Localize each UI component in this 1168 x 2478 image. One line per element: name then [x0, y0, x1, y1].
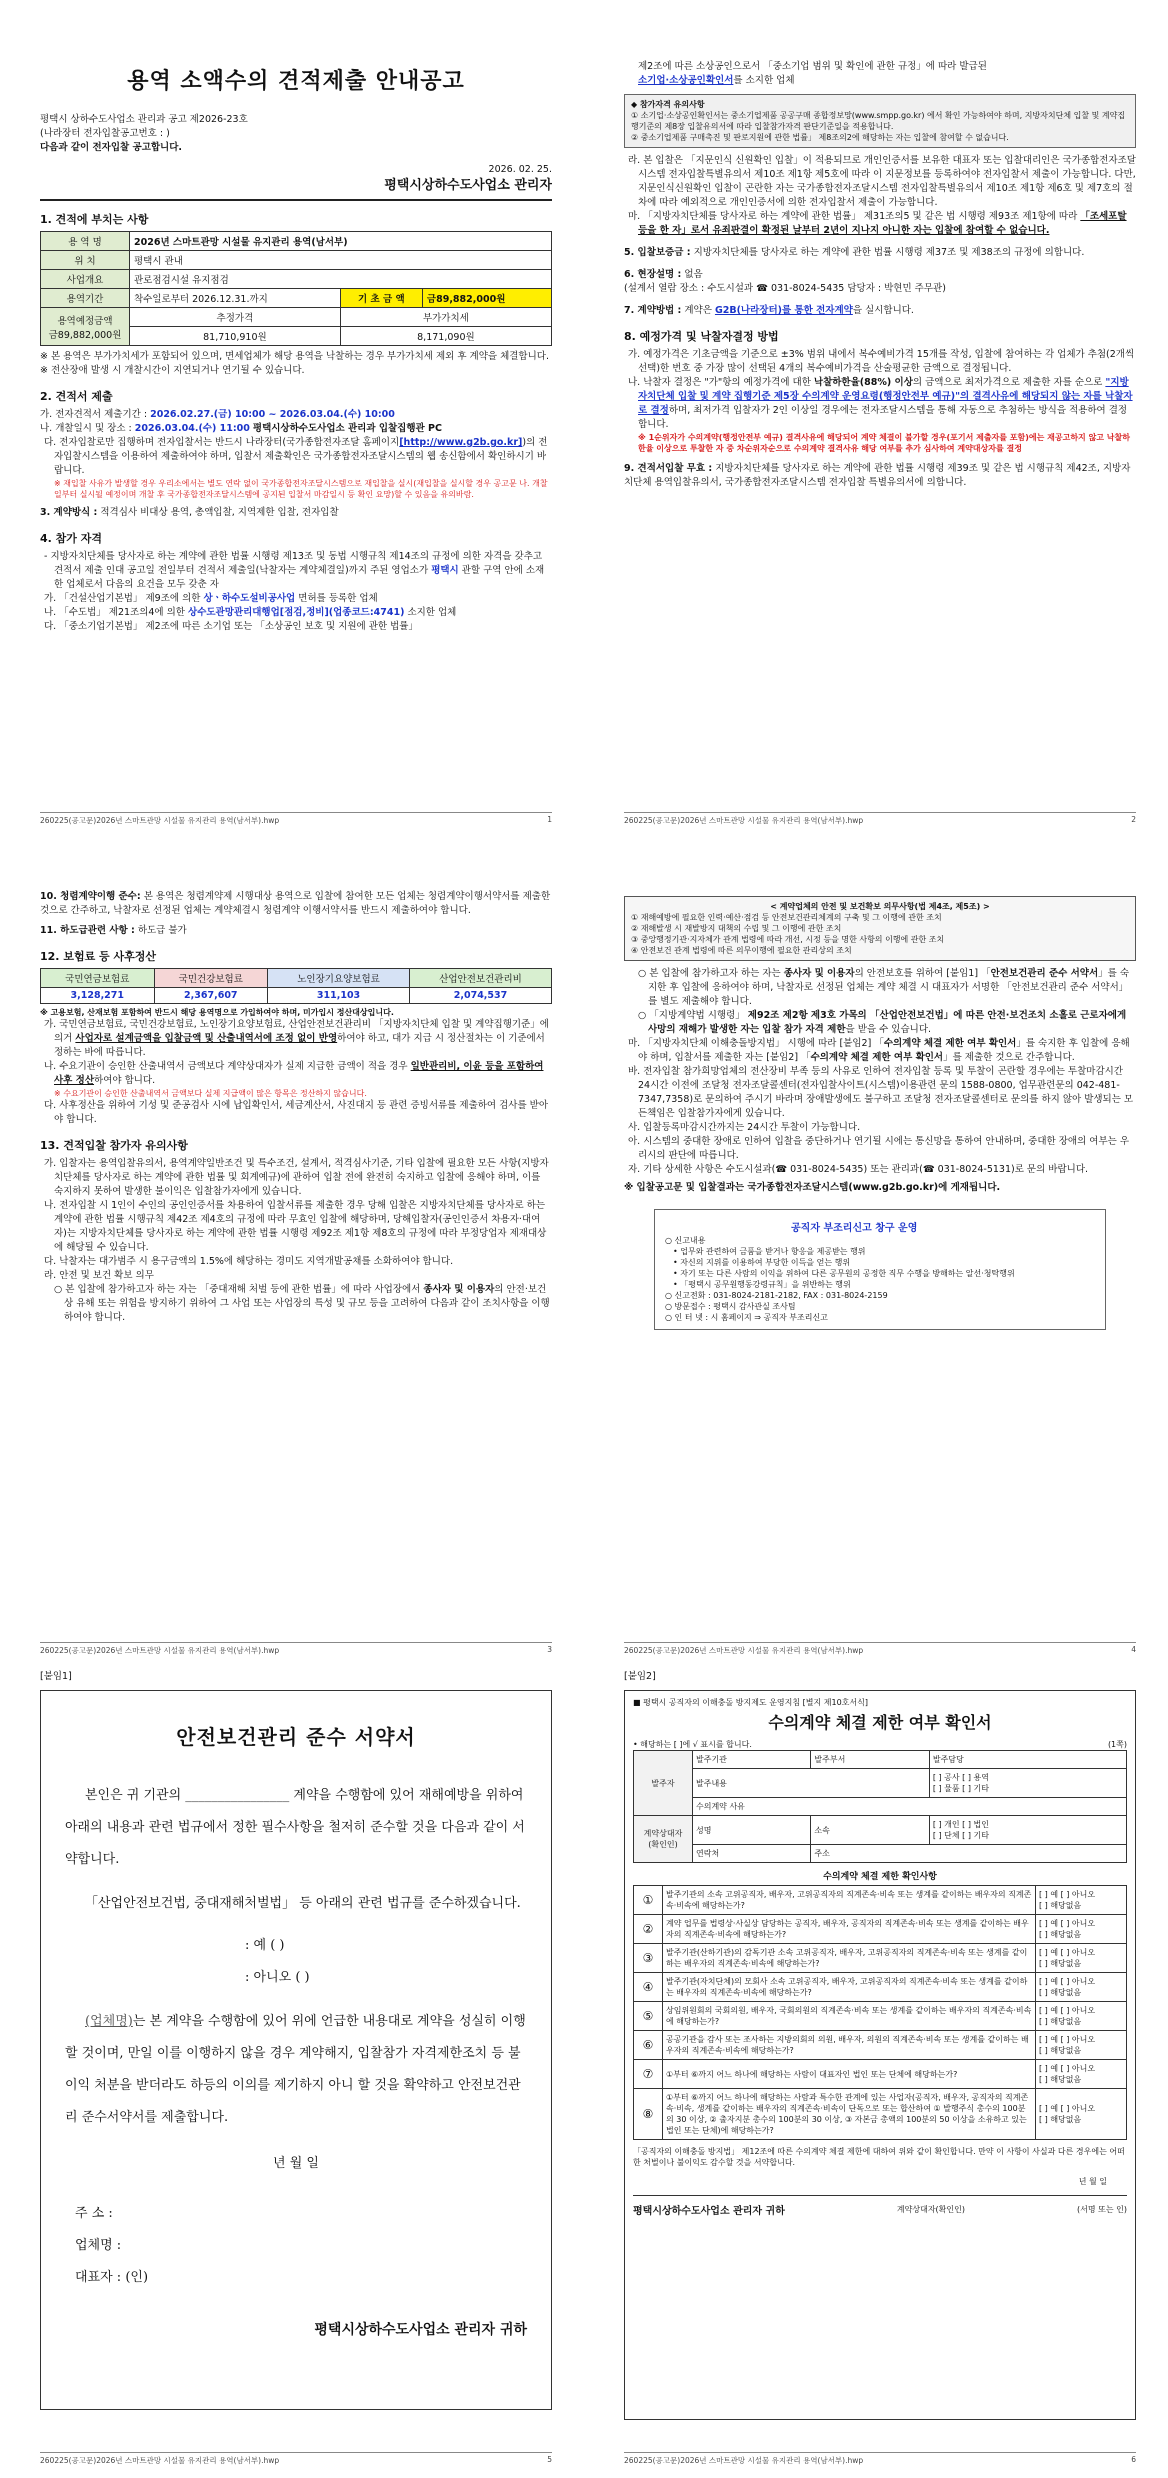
- field-address: 주소: [811, 1845, 1127, 1863]
- first-rank-note: ※ 1순위자가 수의계약(행정안전부 예규) 결격사유에 해당되어 계약 체결이 불가할 경우(포기서 제출자를 포함)에는 재공고하지 않고 낙찰하한율 이상으로 투찰한 자 중 차순위자순으로 수의계약 결격사유 해당 여부를 추가 심사하여 계약대상자를 결정: [638, 433, 1130, 453]
- field-affiliation: 소속: [811, 1816, 929, 1845]
- electronic-bid: 다. 전자입찰로만 집행하며 전자입찰서는 반드시 나라장터(국가종합전자조달 홈페이지: [44, 437, 400, 448]
- ins-note: ※ 고용보험, 산재보험 포함하여 반드시 해당 용역명으로 가입하여야 하며, 미가입시 정산대상입니다.: [40, 1008, 394, 1017]
- page-footer: 260225(공고문)2026년 스마트관망 시설물 유지관리 용역(남서부).hwp 4: [624, 1642, 1136, 1656]
- field-contact: 연락처: [693, 1845, 811, 1863]
- qualification-intro: - 지방자치단체를 당사자로 하는 계약에 관한 법률 시행령 제13조 및 동법 시행규칙 제14조의 규정에 의한 자격을 갖추고 견적서 제출 인대 공고일 전일부터 견적서 제출일(낙찰자는 계약체결일)까지 주된 영업소가: [44, 551, 543, 576]
- section-2-title: 2. 견적서 제출: [40, 390, 113, 403]
- qualification-notice-box: [624, 94, 1136, 148]
- price-rule-b: 나. 낙찰자 결정은 "가"항의 예정가격에 대한: [628, 377, 811, 388]
- tax-evasion-rule-underlined: 「조세포탈 등을 한 자」로서 유죄판결이 확정된 날부터 2년이 지나지 아니한 자는 입찰에 참여할 수 없습니다.: [638, 211, 1127, 236]
- pledge-company: (업체명): [85, 2014, 133, 2029]
- price-rule-b-link: "지방자치단체 입찰 및 계약 집행기준 제5장 수의계약 운영요령(행정안전부 예규)"의 결격사유에 해당되지 않는 자를 낙찰자로 결정: [638, 377, 1133, 416]
- ins-rule-a: 가. 국민연금보험료, 국민건강보험료, 노인장기요양보험료, 산업안전보건관리비 「지방자치단체 입찰 및 계약집행기준」에 의거: [44, 1019, 549, 1044]
- check-num-7: ⑦: [634, 2060, 663, 2089]
- page-5: [40, 1670, 552, 2470]
- section-10-title: 10. 청렴계약이행 준수:: [40, 891, 141, 902]
- orderer-label: 발주자: [634, 1751, 693, 1816]
- price-rule-b2: 의 금액으로 최저가격으로 제출한 자를 순으로: [912, 377, 1103, 388]
- contract-table: [40, 231, 552, 346]
- insurance-table: [40, 968, 552, 1004]
- label-overview: 사업개요: [41, 270, 130, 289]
- safety-duty-2: ② 재해발생 시 재발방지 대책의 수립 및 그 이행에 관한 조치: [631, 924, 842, 933]
- check-item-8: ①부터 ⑥까지 어느 하나에 해당하는 사람과 특수한 관계에 있는 사업자(공직자, 배우자, 공직자의 직계존속·비속, 생계를 같이하는 배우자의 직계존속·비속이 단독으로 또는 합산하여 ① 발행주식 총수의 100분의 30 이상, ② 출자지분 총수의 100분의 30 이상, ③ 자본금 총액의 100분의 50 이상을 소유하고 있는 법인 또는 단체)에 해당하는가?: [663, 2089, 1036, 2140]
- conflict-form-1: 수의계약 체결 제한 여부 확인서: [883, 1038, 1017, 1049]
- system-issue: 바. 전자입찰 참가희망업체의 전산장비 부족 등의 사유로 인하여 전자입찰 등록 및 투찰이 곤란할 경우에는 투찰마감시간 24시간 이전에 조달청 전자조달콜센터(전자입찰사이트(시스템)이용관련 문의 1588-0800, 업무관련문의 042-481-7347,7358)로 문의하여 주시기 바라며 장애발생에도 불구하고 조달청 전자조달콜센터로 문의를 하지 않아 발생되는 모든책임은 입찰참가자에게 있습니다.: [628, 1066, 1134, 1119]
- conflict-a: 마. 「지방자치단체 이해충돌방지법」 시행에 따라 [붙임2] 「: [628, 1038, 884, 1049]
- section-1-title: 1. 견적에 부치는 사항: [40, 213, 149, 226]
- form-sign-label: 계약상대자(확인인): [896, 2205, 965, 2214]
- safety-duty-1: ① 재해예방에 필요한 인력·예산·점검 등 안전보건관리체계의 구축 및 그 이행에 관한 조치: [631, 913, 942, 922]
- invalid-bid: 지방자치단체를 당사자로 하는 계약에 관한 법률 시행령 제39조 및 같은 법 시행규칙 제42조, 지방자치단체 용역입찰유의서, 국가종합전자조달시스템 전자입찰 특별유의서에 의합니다.: [624, 463, 1131, 488]
- check-num-6: ⑥: [634, 2031, 663, 2060]
- notice-box-1: ① 소기업·소상공인확인서는 중소기업제품 공공구매 종합정보망(www.smpp.go.kr) 에서 확인 가능하여야 하며, 지방자치단체 입찰 및 계약집행기준의 제8장 입찰유의서에 따라 입찰참가자격 판단기준일을 적용합니다.: [631, 111, 1126, 131]
- qual-a-license: 상ㆍ하수도설비공사업: [203, 593, 296, 604]
- check-item-6: 공공기관을 감사 또는 조사하는 지방의회의 의원, 배우자, 의원의 직계존속·비속 또는 생계를 같이하는 배우자의 직계존속·비속에 해당하는가?: [663, 2031, 1036, 2060]
- orderer-table: [633, 1750, 1127, 1863]
- page-2: [624, 60, 1136, 830]
- label-period: 용역기간: [41, 289, 130, 308]
- pledge-title: 안전보건관리 준수 서약서: [176, 1725, 416, 1749]
- qual-a: 가. 「건설산업기본법」 제9조에 의한: [44, 593, 201, 604]
- na-7[interactable]: [ ] 해당없음: [1039, 2075, 1082, 2084]
- section-13-title: 13. 견적입찰 참가자 유의사항: [40, 1139, 188, 1152]
- field-name: 성명: [693, 1816, 811, 1845]
- qual-b-rest: 소지한 업체: [407, 607, 457, 618]
- form-recipient: 평택시상하수도사업소 관리자 귀하: [633, 2206, 785, 2217]
- yes-no-2[interactable]: [ ] 예 [ ] 아니오: [1039, 1919, 1096, 1928]
- attachment-tag: [붙임2]: [624, 1671, 656, 1682]
- bidder-note-d: 라. 안전 및 보건 확보 의무: [44, 1270, 154, 1281]
- attachment-tag: [붙임1]: [40, 1671, 72, 1682]
- field-reason: 수의계약 사유: [693, 1798, 1127, 1816]
- intro: 다음과 같이 전자입찰 공고합니다.: [40, 142, 183, 153]
- ins-rule-b-underlined: 일반관리비, 이윤 등을 포함하여 사후 정산: [54, 1061, 544, 1086]
- field-org: 발주기관: [693, 1751, 811, 1769]
- page-4: [624, 890, 1136, 1660]
- opening-place: 평택시상하수도사업소 관리과 입찰집행관 PC: [252, 423, 442, 434]
- pledge-name: 안전보건관리 준수 서약서: [990, 968, 1099, 979]
- pledge-paragraph-2: 「산업안전보건법, 중대재해처벌법」 등 아래의 관련 법규를 준수하겠습니다.: [85, 1896, 521, 1911]
- form-declaration: 「공직자의 이해충돌 방지법」 제12조에 따른 수의계약 체결 제한에 대하여 위와 같이 확인합니다. 만약 이 사항이 사실과 다른 경우에는 어떠한 처벌이나 불이익도 감수할 것을 서약합니다.: [633, 2147, 1125, 2167]
- design-review: (설계서 열람 장소 : 수도시설과 ☎ 031-8024-5435 담당자 : 박현민 주무관): [624, 283, 946, 294]
- 24h-bid: 사. 입찰등록마감시간까지는 24시간 투찰이 가능합니다.: [628, 1122, 861, 1133]
- section-3-title: 3. 계약방식 :: [40, 507, 98, 518]
- conflict-form-2: 수의계약 체결 제한 여부 확인서: [810, 1052, 944, 1063]
- section-9-title: 9. 견적서입찰 무효 :: [624, 463, 713, 474]
- pledge-rep: 대표자 : (인): [75, 2270, 149, 2285]
- confirmation-form: [624, 1690, 1136, 2420]
- posting-note: ※ 입찰공고문 및 입찰결과는 국가종합전자조달시스템(www.g2b.go.kr)에 게재됩니다.: [624, 1182, 1001, 1193]
- na-2[interactable]: [ ] 해당없음: [1039, 1930, 1082, 1939]
- value-estimated-price: 81,710,910원: [130, 327, 341, 346]
- pledge-yes: : 예 ( ): [245, 1938, 285, 1953]
- check-item-1: 발주기관의 소속 고위공직자, 배우자, 고위공직자의 직계존속·비속 또는 생계를 같이하는 배우자의 직계존속·비속에 해당하는가?: [663, 1886, 1036, 1915]
- value-name: 2026년 스마트관망 시설물 유지관리 용역(남서부): [130, 232, 552, 251]
- conflict-e: 」를 제출한 것으로 간주합니다.: [943, 1052, 1075, 1063]
- check-item-2: 계약 업무를 법령상·사실상 담당하는 공직자, 배우자, 공직자의 직계존속·비속 또는 생계를 같이하는 배우자의 직계존속·비속에 해당하는가?: [663, 1915, 1036, 1944]
- page-footer: 260225(공고문)2026년 스마트관망 시설물 유지관리 용역(남서부).hwp 2: [624, 812, 1136, 826]
- label-vat: 부가가치세: [340, 308, 551, 327]
- report-item-1: ○ 신고내용: [665, 1236, 706, 1245]
- na-8[interactable]: [ ] 해당없음: [1039, 2115, 1082, 2124]
- report-internet: ○ 인 터 넷 : 시 홈페이지 ⇒ 공직자 부조리신고: [665, 1313, 828, 1322]
- ins-value-health: 2,367,607: [154, 988, 268, 1004]
- contract-method: 적격심사 비대상 용역, 총액입찰, 지역제한 입찰, 전자입찰: [100, 507, 339, 518]
- form-source: ■ 평택시 공직자의 이해충돌 방지제도 운영지침 [별지 제10호서식]: [633, 1698, 868, 1707]
- na-1[interactable]: [ ] 해당없음: [1039, 1901, 1082, 1910]
- section-7-title: 7. 계약방법 :: [624, 305, 682, 316]
- notice-box-title: ◆ 참가자격 유의사항: [631, 100, 705, 109]
- note-delay: ※ 전산장애 발생 시 개찰시간이 지연되거나 연기될 수 있습니다.: [40, 365, 305, 376]
- conflict-c: 」를 숙지한 후 입찰에 응해야 하며, 입찰서를 제출한 자는 [붙임2] 「: [638, 1038, 1130, 1063]
- page-footer: 260225(공고문)2026년 스마트관망 시설물 유지관리 용역(남서부).hwp 3: [40, 1642, 552, 1656]
- page-1: [40, 60, 552, 830]
- opening-label: 나. 개찰일시 및 장소 :: [40, 423, 132, 434]
- check-num-2: ②: [634, 1915, 663, 1944]
- restriction-b: 제92조 제2항 제3호 가목의 「산업안전보건법」에 따른 안전·보건조치 소홀로 근로자에게 사망의 재해가 발생한 자는 입찰 참가 자격 제한: [648, 1010, 1127, 1035]
- section-5-title: 5. 입찰보증금 :: [624, 247, 691, 258]
- rebid-warning: ※ 재입찰 사유가 발생할 경우 우리소에서는 별도 연락 없이 국가종합전자조달시스템으로 재입찰을 실시(재입찰을 실시할 경우 공고문 나. 개찰 일부터 실시될 예정이며 개찰 후 국가종합전자조달시스템에 공지된 입찰서 마감일시 등 확인 요망)할 수 있음을 유의바람.: [54, 479, 548, 499]
- entity-checkbox-b[interactable]: [ ] 단체 [ ] 기타: [932, 1831, 989, 1840]
- type-checkbox-a[interactable]: [ ] 공사 [ ] 용역: [932, 1773, 989, 1782]
- ins-rule-b: 나. 수요기관이 승인한 산출내역서 금액보다 계약상대자가 실제 지급한 금액이 적을 경우: [44, 1061, 408, 1072]
- value-base-amount: 금89,882,000원: [422, 289, 551, 308]
- contract-method-a: 계약은: [684, 305, 712, 316]
- na-6[interactable]: [ ] 해당없음: [1039, 2046, 1082, 2055]
- ins-value-longterm: 311,103: [268, 988, 410, 1004]
- yes-no-4[interactable]: [ ] 예 [ ] 아니오: [1039, 1977, 1096, 1986]
- ins-header-health: 국민건강보험료: [154, 969, 268, 988]
- na-4[interactable]: [ ] 해당없음: [1039, 1988, 1082, 1997]
- section-6-title: 6. 현장설명 :: [624, 269, 682, 280]
- check-num-1: ①: [634, 1886, 663, 1915]
- field-dept: 발주부서: [811, 1751, 929, 1769]
- pledge-recipient: 평택시상하수도사업소 관리자 귀하: [314, 2322, 527, 2338]
- pledge-note-a: ○ 본 입찰에 참가하고자 하는 자는: [638, 968, 781, 979]
- yes-no-8[interactable]: [ ] 예 [ ] 아니오: [1039, 2104, 1096, 2113]
- qual-c: 다. 「중소기업기본법」 제2조에 따른 소기업 또는 「소상공인 보호 및 지원에 관한 법률」: [44, 621, 418, 632]
- yes-no-1[interactable]: [ ] 예 [ ] 아니오: [1039, 1890, 1096, 1899]
- report-visit: ○ 방문접수 : 평택시 감사관실 조사팀: [665, 1302, 796, 1311]
- pledge-note-c: 의 안전보호를 위하여 [붙임1] 「: [854, 968, 991, 979]
- page-6: [624, 1670, 1136, 2470]
- report-item-3: • 자신의 지위를 이용하여 부당한 이득을 얻는 행위: [673, 1258, 851, 1267]
- g2b-link[interactable]: [http://www.g2b.go.kr]: [399, 437, 523, 448]
- pledge-note-e: 」를 숙지한 후 입찰에 응하여야 하며, 낙찰자로 선정된 업체는 계약 체결 시 대표자가 서명한 「안전보건관리 준수 서약서」를 별도 제출해야 합니다.: [648, 968, 1130, 1007]
- restriction-c: 을 받을 수 있습니다.: [845, 1024, 932, 1035]
- na-3[interactable]: [ ] 해당없음: [1039, 1959, 1082, 1968]
- page-3: [40, 890, 552, 1660]
- form-date: 년 월 일: [1078, 2177, 1107, 2186]
- ins-rule-b-rest: 하여야 합니다.: [94, 1075, 156, 1086]
- check-num-4: ④: [634, 1973, 663, 2002]
- page-title: 용역 소액수의 견적제출 안내공고: [127, 69, 465, 94]
- pledge-address: 주 소 :: [75, 2206, 113, 2221]
- value-vat: 8,171,090원: [340, 327, 551, 346]
- pledge-date: 년 월 일: [273, 2156, 319, 2171]
- safety-duty-target: 종사자 및 이용자: [423, 1284, 495, 1295]
- ins-header-pension: 국민연금보험료: [41, 969, 155, 988]
- section-12-title: 12. 보험료 등 사후정산: [40, 950, 156, 963]
- bidder-note-c: 다. 낙찰자는 대가범주 시 용구금액의 1.5%에 해당하는 경미도 지역개발공채를 소화하여야 합니다.: [44, 1256, 454, 1267]
- bidder-note-a: 가. 입찰자는 용역입찰유의서, 용역계약일반조건 및 특수조건, 설계서, 적격심사기준, 기타 입찰에 필요한 모든 사항(지방자치단체를 당사자로 하는 계약에 관한 법률 및 회계예규)에 관하여 입찰 전에 완전히 숙지하고 입찰에 응해야 하며, 이를 숙지하지 못하여 발생한 불이익은 입찰참가자에게 있습니다.: [44, 1158, 549, 1197]
- notice-number: 평택시 상하수도사업소 관리과 공고 제2026-23호: [40, 114, 248, 125]
- qualification-city: 평택시: [431, 565, 459, 576]
- ins-rule-c: 다. 사후정산을 위하여 기성 및 준공검사 시에 납입확인서, 세금계산서, 사진대지 등 관련 증빙서류를 제출하여 검사를 받아야 합니다.: [44, 1100, 549, 1125]
- section-11-title: 11. 하도급관련 사항 :: [40, 925, 135, 936]
- report-phone: ○ 신고전화 : 031-8024-2181-2182, FAX : 031-8024-2159: [665, 1291, 888, 1300]
- yes-no-7[interactable]: [ ] 예 [ ] 아니오: [1039, 2064, 1096, 2073]
- bid-bond: 지방자치단체를 당사자로 하는 계약에 관한 법률 시행령 제37조 및 제38조의 규정에 의합니다.: [693, 247, 1085, 258]
- qualification-intro-2: 관할 구역 안에 소재한 업체로서 다음의 요건을 모두 갖춘 자: [54, 565, 545, 590]
- pledge-target: 종사자 및 이용자: [783, 968, 855, 979]
- form-page: (1쪽): [1107, 1740, 1127, 1749]
- note-vat: ※ 본 용역은 부가가치세가 포함되어 있으며, 면세업체가 해당 용역을 낙찰하는 경우 부가가치세 제외 후 계약을 체결합니다.: [40, 351, 549, 362]
- check-item-7: ①부터 ⑥까지 어느 하나에 해당하는 사람이 대표자인 법인 또는 단체에 해당하는가?: [663, 2060, 1036, 2089]
- pledge-paragraph-3: 는 본 계약을 수행함에 있어 위에 언급한 내용대로 계약을 성실히 이행할 것이며, 만일 이를 이행하지 않을 경우 계약해지, 입찰참가 자격제한조치 등 불이익 처분을 받더라도 하등의 이의를 제기하지 아니 할 것을 확약하고 안전보건관리 준수서약서를 제출합니다.: [65, 2014, 526, 2125]
- ins-rule-a-underlined: 사업자로 설계금액을 입찰금액 및 산출내역서에 조정 없이 반영: [75, 1033, 338, 1044]
- ins-value-safety: 2,074,537: [410, 988, 552, 1004]
- label-base-amount: 기 초 금 액: [340, 289, 422, 308]
- qual-c-rest: 를 소지한 업체: [733, 75, 795, 86]
- submit-period-label: 가. 전자견적서 제출기간 :: [40, 409, 148, 420]
- system-failure: 아. 시스템의 중대한 장애로 인하여 입찰을 중단하거나 연기될 시에는 통신망을 통하여 안내하며, 중대한 장애의 여부는 우리시의 판단에 따릅니다.: [628, 1136, 1130, 1161]
- check-item-5: 상임위원회의 국회의원, 배우자, 국회의원의 직계존속·비속 또는 생계를 같이하는 배우자의 직계존속·비속에 해당하는가?: [663, 2002, 1036, 2031]
- report-item-5: • 「평택시 공무원행동강령규칙」을 위반하는 행위: [673, 1280, 851, 1289]
- check-title: 수의계약 체결 제한 확인사항: [823, 1872, 937, 1882]
- ins-rule-a-rest: 하여야 하고, 대가 지급 시 정산절차는 이 기준에서 정하는 바에 따릅니다.: [54, 1033, 545, 1058]
- label-estimated: 용역예정금액: [57, 315, 113, 327]
- value-period: 착수일로부터 2026.12.31.까지: [130, 289, 341, 308]
- report-box-title: 공직자 부조리신고 창구 운영: [785, 1219, 923, 1234]
- pledge-form: [40, 1690, 552, 2410]
- form-sign-note: (서명 또는 인): [1077, 2205, 1127, 2214]
- org: 평택시상하수도사업소 관리자: [384, 178, 552, 193]
- report-item-2: • 업무와 관련하여 금품을 받거나 향응을 제공받는 행위: [673, 1247, 866, 1256]
- electronic-bid-rest: )의 전자입찰시스템을 이용하여 제출하여야 하며, 입찰서 제출확인은 국가종합전자조달시스템의 웹 송신함에서 확인하시기 바랍니다.: [54, 437, 548, 476]
- notice-box-2: ② 중소기업제품 구매촉진 및 판로지원에 관한 법률」 제8조의2에 해당하는 자는 입찰에 참여할 수 없습니다.: [631, 133, 1009, 142]
- entity-checkbox-a[interactable]: [ ] 개인 [ ] 법인: [932, 1820, 989, 1829]
- safety-duty-4: ④ 안전보건 관계 법령에 따른 의무이행에 필요한 관리상의 조치: [631, 946, 852, 955]
- safety-duty-a: ○ 본 입찰에 참가하고자 하는 자는 「중대재해 처벌 등에 관한 법률」에 따라 사업장에서: [54, 1284, 421, 1295]
- site-briefing: 없음: [684, 269, 703, 280]
- page-footer: 260225(공고문)2026년 스마트관망 시설물 유지관리 용역(남서부).hwp 6: [624, 2452, 1136, 2466]
- report-box: [654, 1209, 1106, 1330]
- tax-evasion-rule: 마. 「지방자치단체를 당사자로 하는 계약에 관한 법률」 제31조의5 및 같은 법 시행령 제93조 제1항에 따라: [628, 211, 1078, 222]
- report-item-4: • 자기 또는 다른 사람의 이익을 위하여 다른 공무원의 공정한 직무 수행을 방해하는 알선·청탁행위: [673, 1269, 1015, 1278]
- check-num-5: ⑤: [634, 2002, 663, 2031]
- form-note: • 해당하는 [ ]에 √ 표시를 합니다.: [633, 1740, 752, 1749]
- g2b-number: (나라장터 전자입찰공고번호 : ): [40, 128, 170, 139]
- date: 2026. 02. 25.: [488, 164, 552, 175]
- contract-method-c: 을 실시합니다.: [852, 305, 914, 316]
- ins-rule-b-warning: ※ 수요기관이 승인한 산출내역서 금액보다 실제 지급액이 많은 항목은 정산하지 않습니다.: [54, 1089, 367, 1098]
- price-rule-b3: 하며, 최저가격 입찰자가 2인 이상일 경우에는 전자조달시스템을 통해 자동으로 추첨하는 방식을 적용하여 결정합니다.: [638, 405, 1128, 430]
- field-manager: 발주담당: [929, 1751, 1126, 1769]
- label-location: 위 치: [41, 251, 130, 270]
- check-item-4: 발주기관(자치단체)의 모회사 소속 고위공직자, 배우자, 고위공직자의 직계존속·비속 또는 생계를 같이하는 배우자의 직계존속·비속에 해당하는가?: [663, 1973, 1036, 2002]
- check-num-3: ③: [634, 1944, 663, 1973]
- small-business-cert: 소기업·소상공인확인서: [638, 75, 734, 86]
- price-rule-a: 가. 예정가격은 기초금액을 기준으로 ±3% 범위 내에서 복수예비가격 15개를 작성, 입찰에 참여하는 각 업체가 추첨(2개씩 선택)한 번호 중 가장 많이 선택된 4개의 복수예비가격을 산술평균한 금액으로 결정됩니다.: [628, 349, 1135, 374]
- integrity-contract: 본 용역은 청렴계약제 시행대상 용역으로 입찰에 참여한 모든 업체는 청렴계약이행서약서를 제출한 것으로 간주하고, 낙찰자로 선정된 업체는 계약체결시 청렴계약 이행서약서를 반드시 제출하여야 합니다.: [40, 891, 551, 916]
- page-footer: 260225(공고문)2026년 스마트관망 시설물 유지관리 용역(남서부).hwp 1: [40, 812, 552, 826]
- page-footer: 260225(공고문)2026년 스마트관망 시설물 유지관리 용역(남서부).hwp 5: [40, 2452, 552, 2466]
- ins-header-safety: 산업안전보건관리비: [410, 969, 552, 988]
- qual-b-license: 상수도관망관리대행업[점검,정비](업종코드:4741): [188, 607, 405, 618]
- qual-c-cont: 제2조에 따른 소상공인으로서 「중소기업 범위 및 확인에 관한 규정」에 따라 발급된: [638, 61, 987, 72]
- safety-duty-3: ③ 중앙행정기관·지자체가 관계 법령에 따라 개선, 시정 등을 명한 사항의 이행에 관한 조치: [631, 935, 945, 944]
- na-5[interactable]: [ ] 해당없음: [1039, 2017, 1082, 2026]
- subcontract: 하도급 불가: [137, 925, 187, 936]
- label-name: 용 역 명: [41, 232, 130, 251]
- bidder-note-b: 나. 전자입찰 시 1인이 수인의 공인인증서를 차용하여 입찰서류를 제출한 경우 당해 입찰은 지방자치단체를 당사자로 하는 계약에 관한 법률 시행규칙 제42조 제4호의 규정에 따라 무효인 입찰에 해당하며, 당해입찰자(공인인증서 차용자·대여자)는 지방자치단체를 당사자로 하는 계약에 관한 법률 시행령 제92조 제1항 제8호의 규정에 따라 부정당업자 제재대상에 해당될 수 있습니다.: [44, 1200, 547, 1253]
- restriction-a: ○ 「지방계약법 시행령」: [638, 1010, 745, 1021]
- qual-a-rest: 면허를 등록한 업체: [298, 593, 378, 604]
- contact-info: 자. 기타 상세한 사항은 수도시설과(☎ 031-8024-5435) 또는 관리과(☎ 031-8024-5131)로 문의 바랍니다.: [628, 1164, 1089, 1175]
- form-title: 수의계약 체결 제한 여부 확인서: [768, 1713, 992, 1732]
- value-estimated: 금89,882,000원: [48, 329, 122, 341]
- label-estimated-price: 추정가격: [130, 308, 341, 327]
- value-overview: 관로점검시설 유지점검: [130, 270, 552, 289]
- check-table: [633, 1885, 1127, 2140]
- pledge-company-field: 업체명 :: [75, 2238, 122, 2253]
- section-8-title: 8. 예정가격 및 낙찰자결정 방법: [624, 330, 779, 343]
- field-content: 발주내용: [693, 1769, 930, 1798]
- pledge-paragraph-1: 본인은 귀 기관의 ________________ 계약을 수행함에 있어 재해예방을 위하여 아래의 내용과 관련 법규에서 정한 필수사항을 철저히 준수할 것을 다음과 같이 서약합니다.: [65, 1788, 525, 1867]
- submit-period: 2026.02.27.(금) 10:00 ~ 2026.03.04.(수) 10:00: [150, 409, 395, 420]
- contractor-label: 계약상대자 (확인인): [634, 1816, 693, 1863]
- yes-no-5[interactable]: [ ] 예 [ ] 아니오: [1039, 2006, 1096, 2015]
- contract-method-g2b: G2B(나라장터)를 통한 전자계약: [714, 305, 853, 316]
- yes-no-6[interactable]: [ ] 예 [ ] 아니오: [1039, 2035, 1096, 2044]
- yes-no-3[interactable]: [ ] 예 [ ] 아니오: [1039, 1948, 1096, 1957]
- section-4-title: 4. 참가 자격: [40, 532, 102, 545]
- ins-header-longterm: 노인장기요양보험료: [268, 969, 410, 988]
- opening-datetime: 2026.03.04.(수) 11:00: [134, 423, 250, 434]
- check-num-8: ⑧: [634, 2089, 663, 2140]
- check-item-3: 발주기관(산하기관)의 감독기관 소속 고위공직자, 배우자, 고위공직자의 직계존속·비속 또는 생계를 같이하는 배우자의 직계존속·비속에 해당하는가?: [663, 1944, 1036, 1973]
- qual-b: 나. 「수도법」 제21조의4에 의한: [44, 607, 185, 618]
- safety-duties-box: [624, 896, 1136, 961]
- safety-duty-c: 의 안전·보건 상 유해 또는 위험을 방지하기 위하여 그 사업 또는 사업장의 특성 및 규모 등을 고려하여 다음과 같이 조치사항을 이행하여야 합니다.: [64, 1284, 550, 1323]
- safety-duties-title: < 계약업체의 안전 및 보건확보 의무사항(법 제4조, 제5조) >: [770, 902, 990, 911]
- fingerprint-rule: 라. 본 입찰은 「지문인식 신원확인 입찰」이 적용되므로 개인인증서를 보유한 대표자 또는 입찰대리인은 국가종합전자조달시스템 전자입찰특별유의서 제10조 제1항 제5호에 따라 이 지문정보를 등록하여야 전자입찰서 제출이 가능합니다. 다만, 지문인식신원확인 입찰이 곤란한 자는 국가종합전자조달시스템 전자입찰특별유의서 제10조 제1항 제6호 및 제7호의 절차에 따라 예외적으로 개인인증서에 의한 전자입찰서 제출이 가능합니다.: [628, 155, 1136, 208]
- pledge-no: : 아니오 ( ): [245, 1970, 310, 1985]
- value-location: 평택시 관내: [130, 251, 552, 270]
- lower-limit-rate: 낙찰하한율(88%) 이상: [813, 377, 913, 388]
- ins-value-pension: 3,128,271: [41, 988, 155, 1004]
- type-checkbox-b[interactable]: [ ] 물품 [ ] 기타: [932, 1784, 989, 1793]
